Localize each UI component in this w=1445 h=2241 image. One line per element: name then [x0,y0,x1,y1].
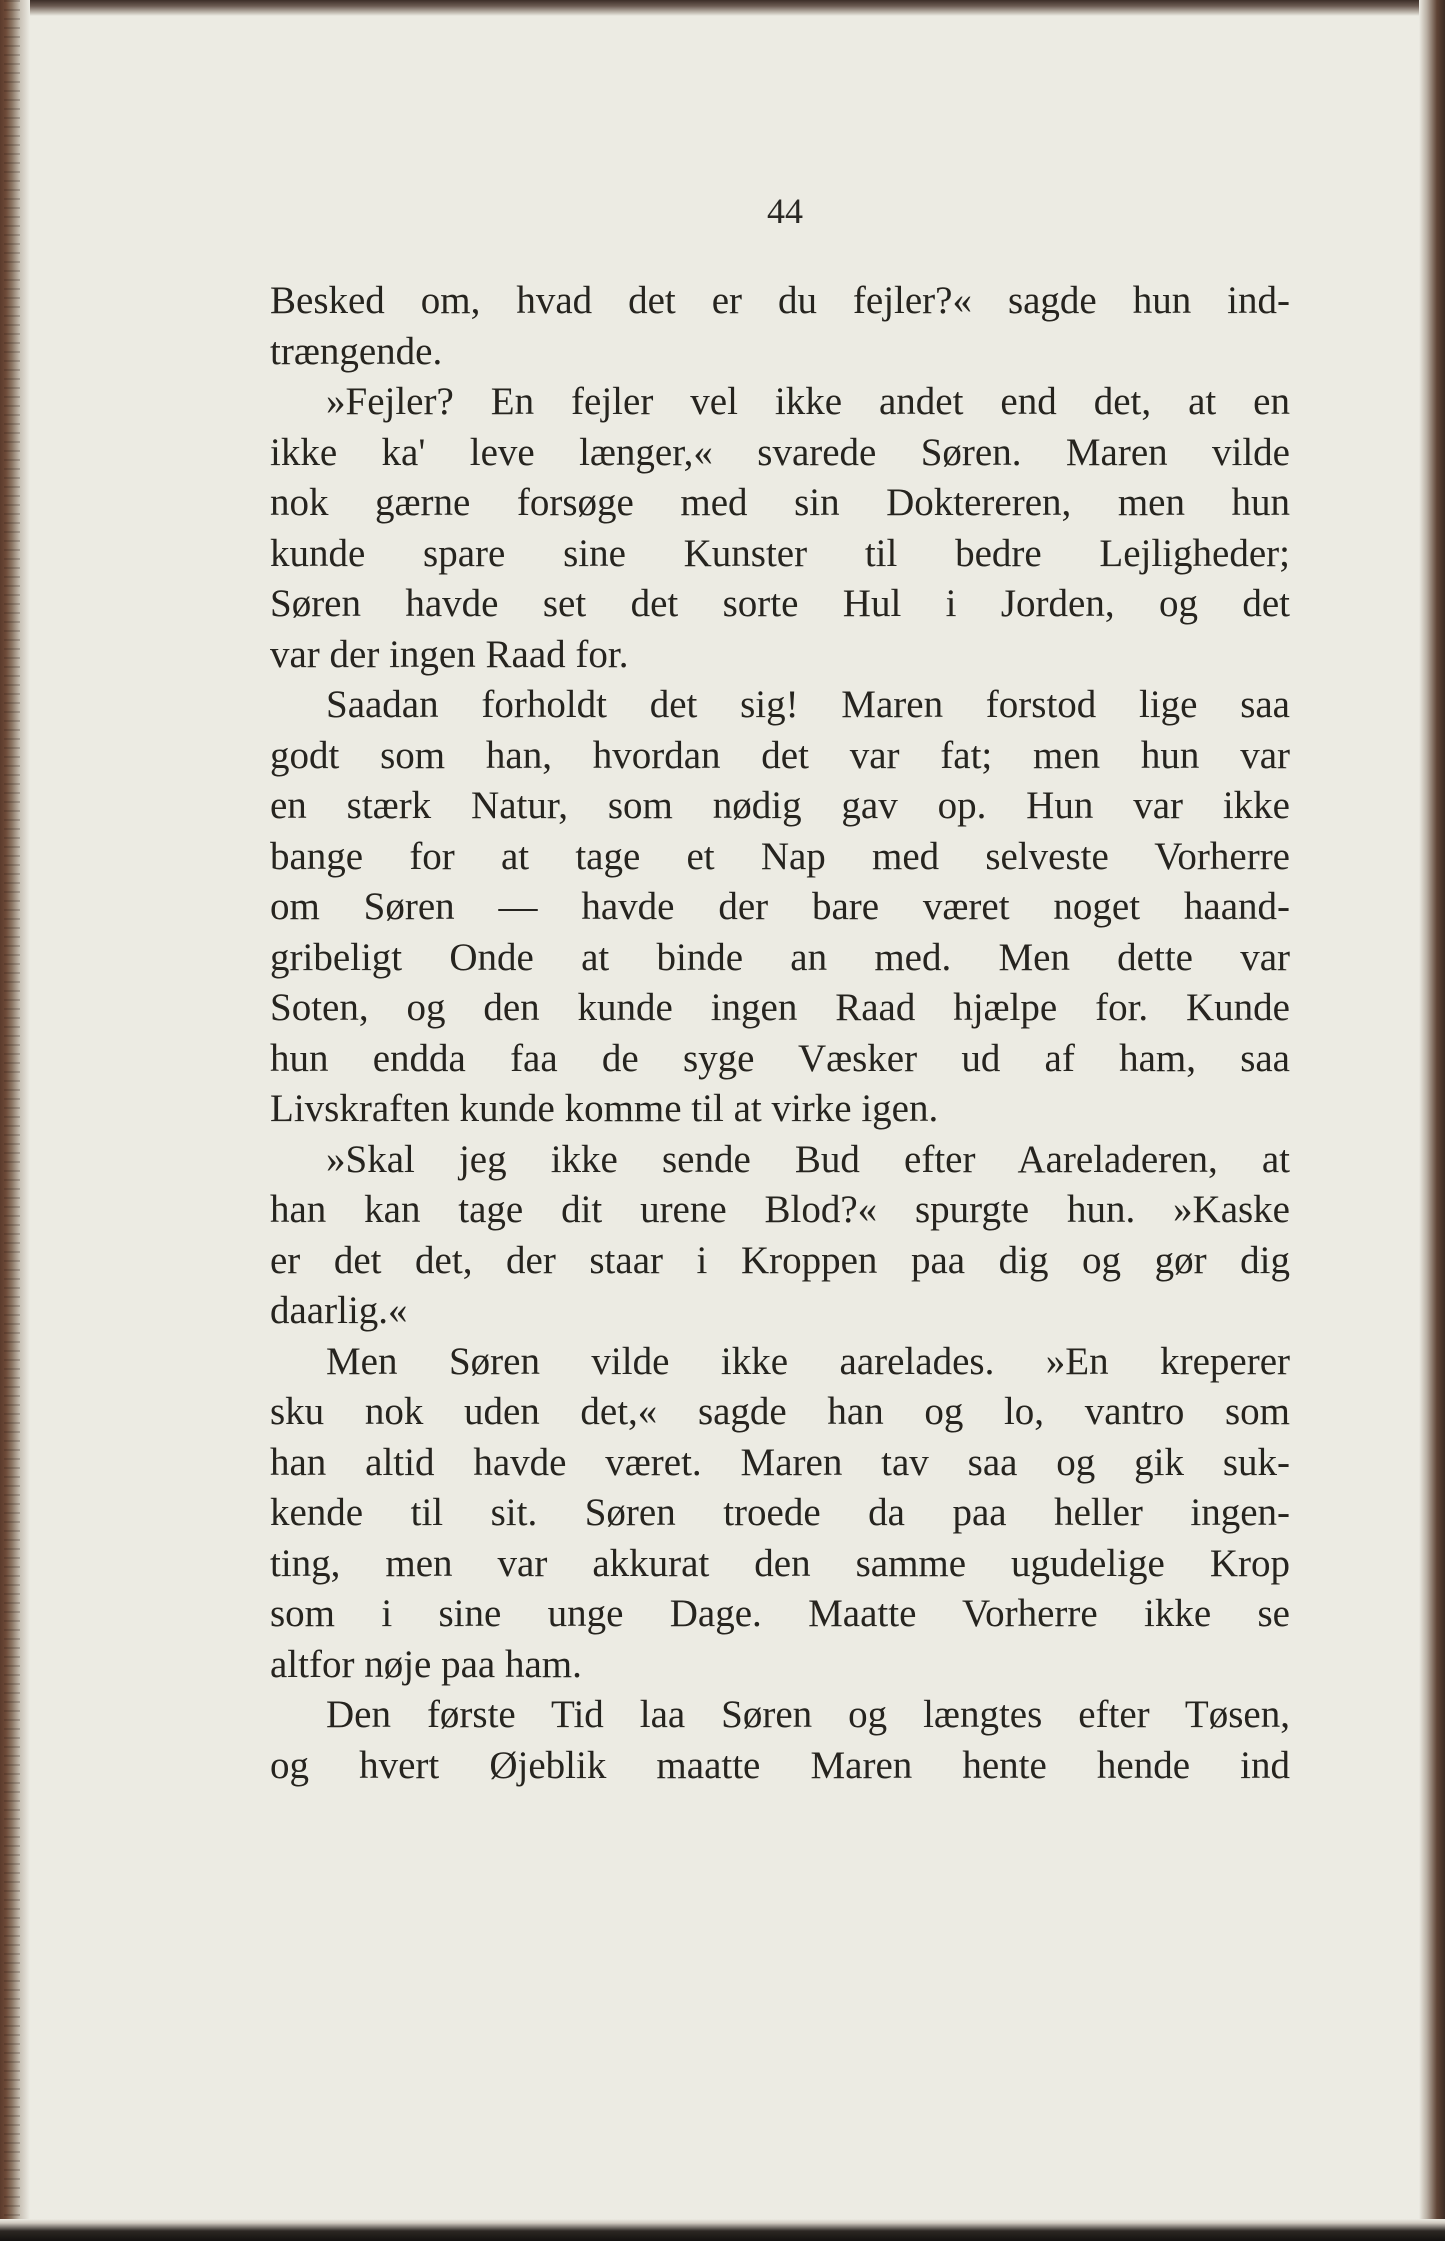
text-line: »Skal jeg ikke sende Bud efter Aareladeren, at [326,1137,1290,1181]
text-line: »Fejler? En fejler vel ikke andet end det, at en [326,380,1290,423]
body-text [270,276,1290,1791]
text-line: ikke ka' leve længer,« svarede Søren. Maren vilde [270,430,1290,474]
text-line: bange for at tage et Nap med selveste Vorherre [270,834,1290,878]
text-line: daarlig.« [270,1289,408,1332]
text-line: var der ingen Raad for. [270,632,629,676]
text-line: Livskraften kunde komme til at virke igen. [270,1087,939,1130]
text-line: Saadan forholdt det sig! Maren forstod lige saa [326,683,1290,726]
text-line: som i sine unge Dage. Maatte Vorherre ikke se [270,1592,1290,1635]
text-line: sku nok uden det,« sagde han og lo, vantro som [270,1390,1290,1433]
text-line: Besked om, hvad det er du fejler?« sagde hun ind- [270,279,1290,322]
spine-texture [4,0,20,2241]
text-line: godt som han, hvordan det var fat; men hun var [270,733,1290,777]
text-line: om Søren — havde der bare været noget haand- [270,885,1290,928]
text-line: og hvert Øjeblik maatte Maren hente hende ind [270,1743,1290,1787]
text-line: kende til sit. Søren troede da paa heller ingen- [270,1491,1290,1534]
text-line: Men Søren vilde ikke aarelades. »En kreperer [326,1339,1290,1383]
page-top-edge [0,0,1445,16]
text-line: nok gærne forsøge med sin Doktereren, men hun [270,481,1290,524]
text-line: trængende. [270,329,443,373]
page-right-edge [1419,0,1445,2241]
text-line: Søren havde set det sorte Hul i Jorden, og det [270,582,1290,625]
text-line: ting, men var akkurat den samme ugudelige Krop [270,1541,1290,1585]
text-line: han altid havde været. Maren tav saa og gik suk- [270,1440,1290,1484]
text-line: altfor nøje paa ham. [270,1642,582,1686]
text-line: Den første Tid laa Søren og længtes efter Tøsen, [326,1693,1290,1736]
page-number: 44 [767,191,803,231]
text-line: han kan tage dit urene Blod?« spurgte hun. »Kaske [270,1188,1290,1231]
text-line: en stærk Natur, som nødig gav op. Hun var ikke [270,784,1290,827]
text-line: er det det, der staar i Kroppen paa dig og gør dig [270,1238,1290,1282]
text-line: gribeligt Onde at binde an med. Men dette var [270,935,1290,979]
page-bottom-edge [0,2219,1445,2241]
text-line: Soten, og den kunde ingen Raad hjælpe for. Kunde [270,986,1290,1029]
text-line: hun endda faa de syge Væsker ud af ham, saa [270,1036,1290,1080]
text-line: kunde spare sine Kunster til bedre Lejligheder; [270,531,1290,575]
